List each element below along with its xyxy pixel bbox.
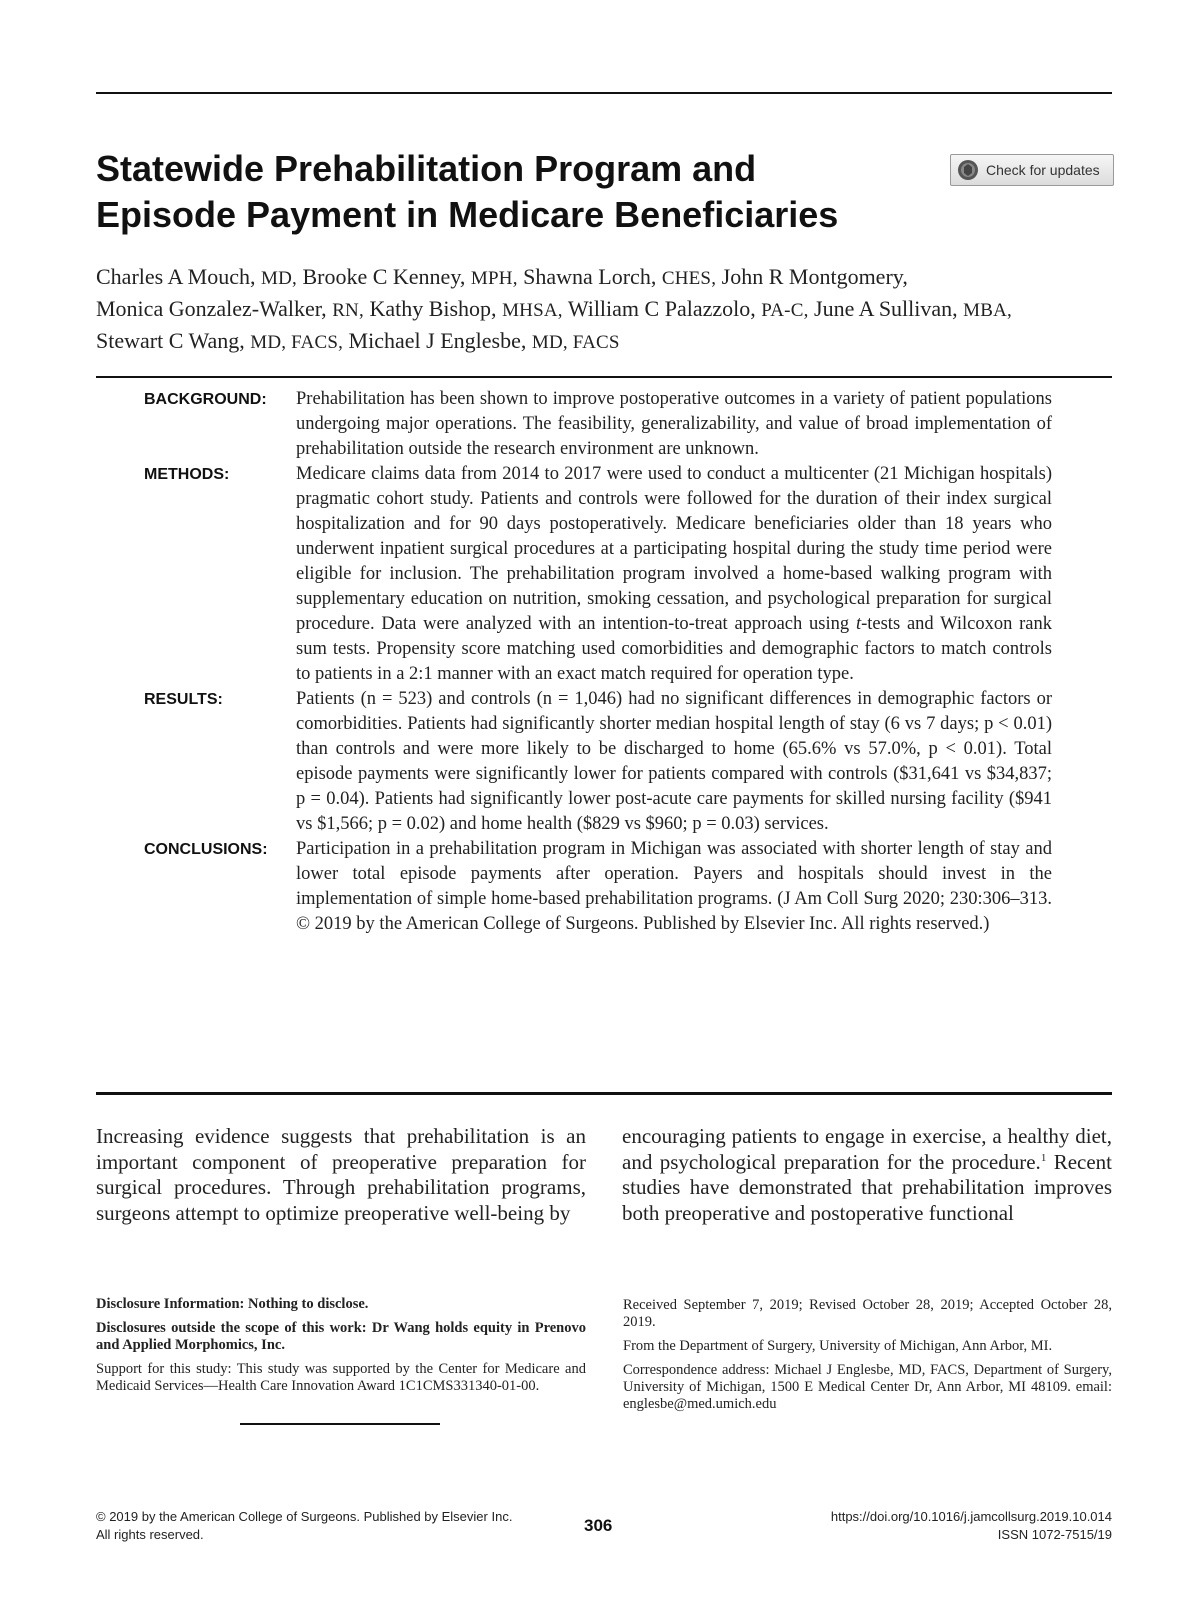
author: Kathy Bishop, MHSA,: [369, 296, 563, 321]
abstract-results-text: Patients (n = 523) and controls (n = 1,046) had no significant differences in demographic factors or comorbidities. Patients had significantly shorter median hospital length of stay (6 vs 7 days; p < 0.01) than controls and were more likely to be discharged to home (65.6% vs 57.0%, p < 0.01). Total episode payments were significantly lower for patients compared with controls ($31,641 vs $34,837; p = 0.04). Patients had significantly lower post-acute care payments for skilled nursing facility ($941 vs $1,566; p = 0.02) and home health ($829 vs $960; p = 0.03) services.: [296, 689, 1052, 834]
abstract-label-methods: METHODS:: [144, 466, 230, 483]
author: John R Montgomery,: [721, 264, 908, 289]
body-column-right: encouraging patients to engage in exercise, a healthy diet, and psychological preparation for the procedure.$^1$ Recent studies have demonstrated that prehabilitation improves both preoperative and postoperative functional: [622, 1124, 1112, 1225]
disclosure-info: Disclosure Information: Nothing to disclose.: [96, 1296, 369, 1312]
author: Shawna Lorch, CHES,: [523, 264, 717, 289]
title-line-2: Episode Payment in Medicare Beneficiaries: [96, 194, 839, 235]
abstract-label-conclusions: CONCLUSIONS:: [144, 841, 268, 858]
abstract-bottom-rule: [96, 1092, 1112, 1095]
abstract-methods-text: Medicare claims data from 2014 to 2017 were used to conduct a multicenter (21 Michigan hospitals) pragmatic cohort study. Patients and controls were followed for the duration of their index surgical hospitalization and for 90 days postoperatively. Medicare beneficiaries older than 18 years who underwent inpatient surgical procedures at a participating hospital during the study time period were eligible for inclusion. The prehabilitation program involved a home-based walking program with supplementary education on nutrition, smoking cessation, and psychological preparation for surgical procedure. Data were analyzed with an intention-to-treat approach using t-tests and Wilcoxon rank sum tests. Propensity score matching used comorbidities and demographic factors to match controls to patients in a 2:1 manner with an exact match required for operation type.: [296, 464, 1052, 684]
article-title: [96, 146, 916, 238]
crossmark-icon: [957, 159, 979, 181]
abstract-label-results: RESULTS:: [144, 691, 223, 708]
disclosure-outside-scope: Disclosures outside the scope of this work: Dr Wang holds equity in Prenovo and Applied Morphomics, Inc.: [96, 1320, 586, 1353]
author-list: [96, 262, 1112, 358]
author: June A Sullivan, MBA,: [814, 296, 1012, 321]
abstract-conclusions-text: Participation in a prehabilitation program in Michigan was associated with shorter length of stay and lower total episode payments after operation. Payers and hospitals should invest in the implementation of simple home-based prehabilitation programs. (J Am Coll Surg 2020; 230:306–313. © 2019 by the American College of Surgeons. Published by Elsevier Inc. All rights reserved.): [296, 839, 1052, 934]
author: Michael J Englesbe, MD, FACS: [348, 328, 620, 353]
affiliation: From the Department of Surgery, University of Michigan, Ann Arbor, MI.: [623, 1338, 1053, 1354]
author: Stewart C Wang, MD, FACS,: [96, 328, 344, 353]
received-dates: Received September 7, 2019; Revised October 28, 2019; Accepted October 28, 2019.: [623, 1297, 1112, 1330]
top-rule: [96, 92, 1112, 94]
author: Monica Gonzalez-Walker, RN,: [96, 296, 364, 321]
author: Charles A Mouch, MD,: [96, 264, 297, 289]
abstract-label-background: BACKGROUND:: [144, 391, 267, 408]
check-for-updates-button[interactable]: [950, 154, 1114, 186]
title-line-1: Statewide Prehabilitation Program and: [96, 148, 757, 189]
footer-copyright: © 2019 by the American College of Surgeons. Published by Elsevier Inc. All rights reserved.: [96, 1509, 513, 1542]
correspondence-address: Correspondence address: Michael J Englesbe, MD, FACS, Department of Surgery, University of Michigan, 1500 E Medical Center Dr, Ann Arbor, MI 48109. email: englesbe@med.umich.edu: [623, 1362, 1112, 1412]
author: Brooke C Kenney, MPH,: [302, 264, 518, 289]
support-statement: Support for this study: This study was supported by the Center for Medicare and Medicaid Services—Health Care Innovation Award 1C1CMS331340-01-00.: [96, 1361, 586, 1394]
doi-link[interactable]: https://doi.org/10.1016/j.jamcollsurg.2019.10.014: [830, 1509, 1112, 1524]
reference-1: 1: [1040, 1151, 1047, 1164]
abstract: [144, 387, 1052, 937]
footnote-short-rule: [240, 1423, 440, 1425]
check-for-updates-label: Check for updates: [986, 162, 1100, 178]
abstract-top-rule: [96, 376, 1112, 378]
footer-doi-issn: [831, 1508, 1112, 1544]
footnotes-left: [96, 1296, 586, 1402]
issn: ISSN 1072-7515/19: [997, 1527, 1112, 1542]
author: William C Palazzolo, PA-C,: [567, 296, 809, 321]
footnotes-right: [623, 1297, 1112, 1420]
page-number: 306: [584, 1516, 613, 1535]
abstract-background-text: Prehabilitation has been shown to improve postoperative outcomes in a variety of patient populations undergoing major operations. The feasibility, generalizability, and value of broad implementation of prehabilitation outside the research environment are unknown.: [296, 389, 1052, 459]
body-column-left: Increasing evidence suggests that prehabilitation is an important component of preoperative preparation for surgical procedures. Through prehabilitation programs, surgeons attempt to optimize preoperative well-being by: [96, 1124, 586, 1225]
